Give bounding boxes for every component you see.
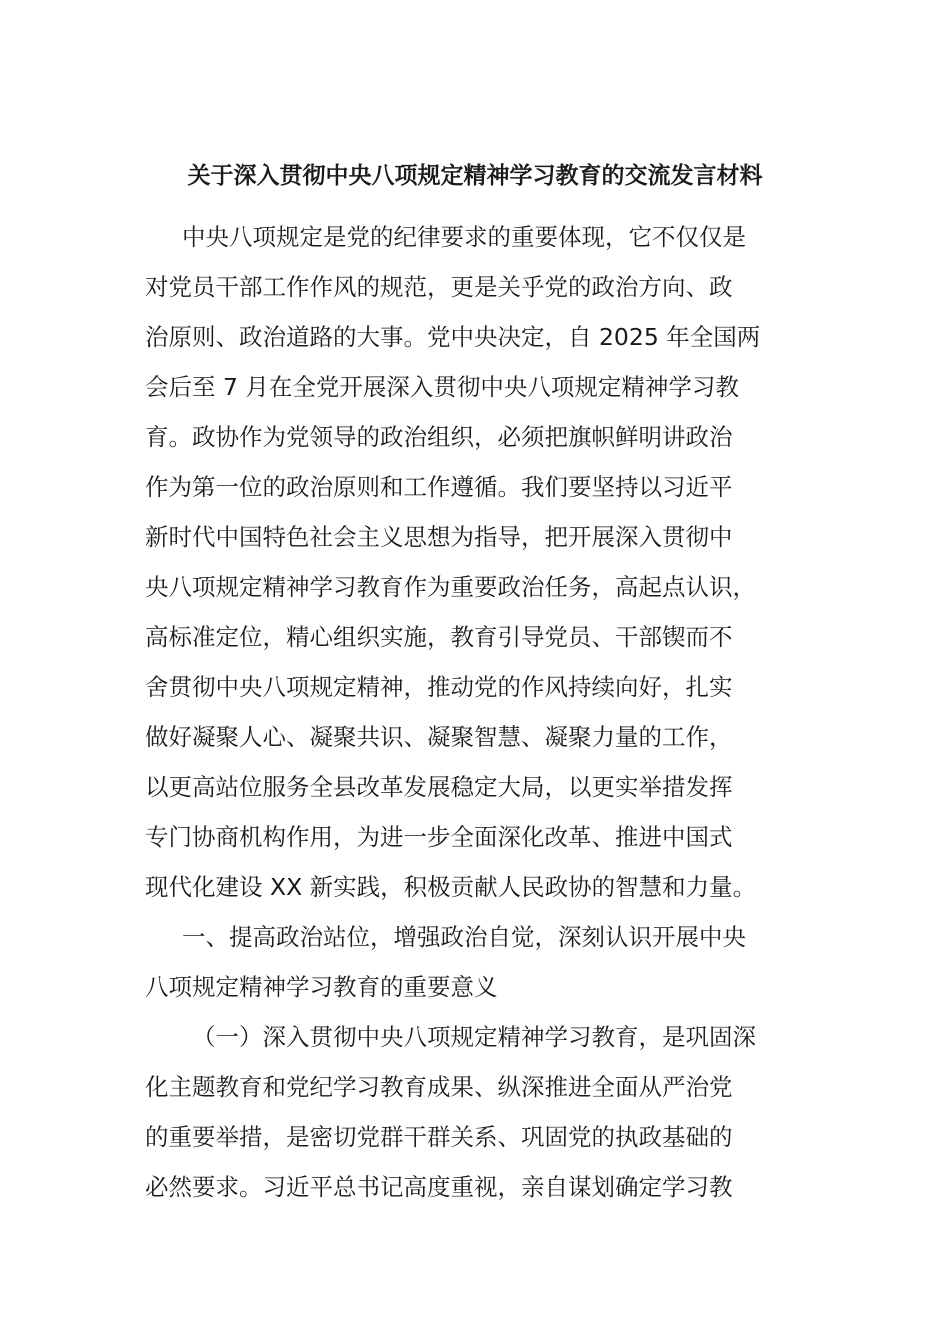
body-line: 作为第一位的政治原则和工作遵循。我们要坚持以习近平	[145, 473, 733, 501]
body-line: 中央八项规定是党的纪律要求的重要体现，它不仅仅是	[182, 223, 746, 251]
body-line: 的重要举措，是密切党群干群关系、巩固党的执政基础的	[145, 1123, 733, 1151]
body-line: 必然要求。习近平总书记高度重视，亲自谋划确定学习教	[145, 1173, 733, 1201]
body-line: （一）深入贯彻中央八项规定精神学习教育，是巩固深	[192, 1023, 756, 1051]
body-line: 八项规定精神学习教育的重要意义	[145, 973, 498, 1001]
document-body	[145, 212, 810, 1212]
body-line: 以更高站位服务全县改革发展稳定大局，以更实举措发挥	[145, 773, 733, 801]
body-line: 央八项规定精神学习教育作为重要政治任务，高起点认识，	[145, 573, 756, 601]
body-line: 育。政协作为党领导的政治组织，必须把旗帜鲜明讲政治	[145, 423, 733, 451]
document-title: 关于深入贯彻中央八项规定精神学习教育的交流发言材料	[187, 163, 763, 189]
body-line: 一、提高政治站位，增强政治自觉，深刻认识开展中央	[182, 923, 746, 951]
body-line: 会后至 7 月在全党开展深入贯彻中央八项规定精神学习教	[145, 373, 739, 401]
body-line: 新时代中国特色社会主义思想为指导，把开展深入贯彻中	[145, 523, 733, 551]
body-line: 化主题教育和党纪学习教育成果、纵深推进全面从严治党	[145, 1073, 733, 1101]
body-line: 舍贯彻中央八项规定精神，推动党的作风持续向好，扎实	[145, 673, 733, 701]
body-line: 现代化建设 XX 新实践，积极贡献人民政协的智慧和力量。	[145, 873, 757, 901]
body-line: 专门协商机构作用，为进一步全面深化改革、推进中国式	[145, 823, 733, 851]
body-line: 对党员干部工作作风的规范，更是关乎党的政治方向、政	[145, 273, 733, 301]
body-line: 治原则、政治道路的大事。党中央决定，自 2025 年全国两	[145, 323, 761, 351]
body-line: 高标准定位，精心组织实施，教育引导党员、干部锲而不	[145, 623, 733, 651]
body-line: 做好凝聚人心、凝聚共识、凝聚智慧、凝聚力量的工作，	[145, 723, 733, 751]
